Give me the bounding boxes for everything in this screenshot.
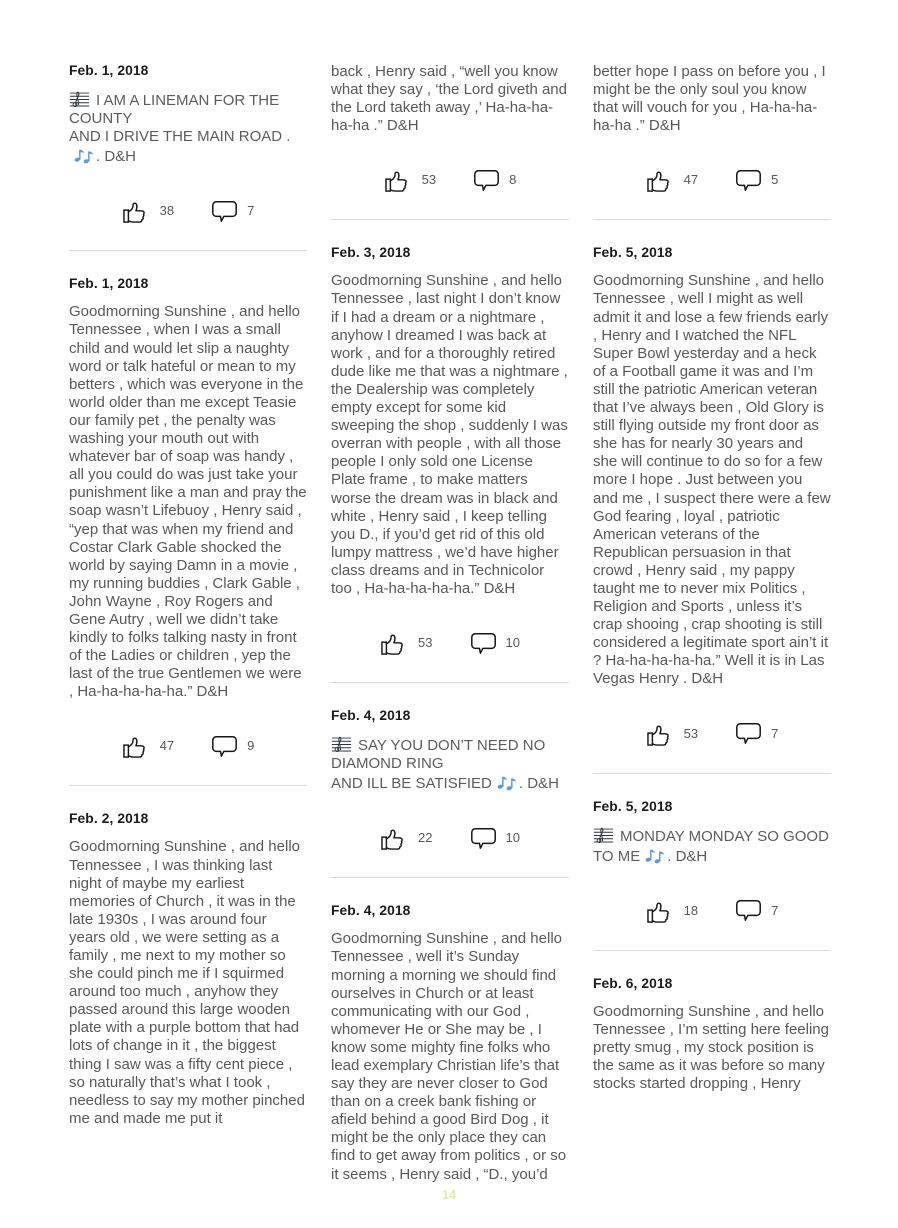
post xyxy=(593,245,831,773)
post-date: Feb. 1, 2018 xyxy=(69,63,149,78)
post-separator xyxy=(593,219,831,220)
comment-count: 7 xyxy=(771,725,779,741)
post-date: Feb. 3, 2018 xyxy=(331,245,411,261)
post xyxy=(331,708,569,878)
post xyxy=(593,799,831,951)
thumbs-up-icon xyxy=(646,897,675,924)
post xyxy=(331,245,569,683)
post-body: Goodmorning Sunshine , and hello Tennessee , I was thinking last night of maybe my earliest memories of Church , it was in the late 1930s , I was around four years old , we were setting as a family , me next to my mother so she could pinch me if I squirmed around too much , anyhow they passed around this large wooden plate with a purple bottom that had lots of change in it , the biggest thing I saw was a fifty cent piece , so naturally that’s what I took , needless to say my mother pinched me and made me put it xyxy=(69,838,305,1127)
reactions-row xyxy=(331,824,569,851)
reactions-row xyxy=(69,197,307,224)
comment-icon xyxy=(735,722,762,746)
comment-icon xyxy=(735,899,762,923)
post-date: Feb. 5, 2018 xyxy=(593,798,673,814)
reactions-row xyxy=(69,732,307,759)
lyric-tail: . D&H xyxy=(96,148,137,166)
thumbs-up-icon xyxy=(122,197,151,224)
post-separator xyxy=(331,877,569,878)
musical-score-icon xyxy=(69,90,90,108)
like-count: 18 xyxy=(683,902,699,918)
post-lyrics xyxy=(593,826,831,866)
column-1 xyxy=(69,63,307,1215)
post-date: Feb. 4, 2018 xyxy=(331,708,411,724)
reactions-row xyxy=(593,897,831,924)
reactions-row xyxy=(331,166,569,193)
thumbs-up-icon xyxy=(380,629,409,656)
post-date: Feb. 4, 2018 xyxy=(331,903,411,919)
post-body: Goodmorning Sunshine , and hello Tennessee , well it’s Sunday morning a morning we should find ourselves in Church or at least communicating with our God , whomever He or She may be , I know some mighty fine folks who lead exemplary Christian life’s that say they are never closer to God than on a creek bank fishing or afield behind a good Bird Dog , it might be the only place they can find to get away from politics , or so it seems , Henry said , “D., you’d xyxy=(331,930,567,1183)
musical-notes-icon xyxy=(496,773,517,791)
page-number: 14 xyxy=(442,1188,456,1202)
musical-notes-icon xyxy=(73,146,94,164)
like-count: 53 xyxy=(683,725,699,741)
column-3 xyxy=(593,63,831,1215)
column-2 xyxy=(331,63,569,1215)
comment-icon xyxy=(211,735,238,759)
post-date: Feb. 6, 2018 xyxy=(593,975,673,991)
post-lyrics xyxy=(331,735,569,793)
post-separator xyxy=(69,250,307,251)
thumbs-up-icon xyxy=(122,732,151,759)
thumbs-up-icon xyxy=(380,824,409,851)
post-body: Goodmorning Sunshine , and hello Tennessee , when I was a small child and would let slip a naughty word or talk hateful or mean to my betters , which was everyone in the world older than me except Teasie our family pet , the penalty was washing your mouth out with whatever bar of soap was handy , all you could do was just take your punishment like a man and pray the soap wasn’t Lifebuoy , Henry said , “yep that was when my friend and Costar Clark Gable shocked the world by saying Damn in a movie , my running buddies , Clark Gable , John Wayne , Roy Rogers and Gene Autry , well we didn’t take kindly to folks talking nasty in front of the Ladies or children , yep the last of the true Gentlemen we were , Ha-ha-ha-ha-ha.” D&H xyxy=(69,303,307,701)
post-date: Feb. 2, 2018 xyxy=(69,811,149,827)
post-continuation xyxy=(331,63,569,220)
comment-icon xyxy=(735,169,762,193)
comment-count: 8 xyxy=(509,172,517,188)
post-body: better hope I pass on before you , I might be the only soul you know that will vouch for you , Ha-ha-ha-ha-ha .” D&H xyxy=(593,63,826,135)
reactions-row xyxy=(593,720,831,747)
post xyxy=(593,976,831,1093)
post xyxy=(69,276,307,786)
musical-score-icon xyxy=(331,735,352,753)
comment-count: 10 xyxy=(505,635,520,651)
thumbs-up-icon xyxy=(646,720,675,747)
post-body: Goodmorning Sunshine , and hello Tennessee , last night I don’t know if I had a dream or a nightmare , anyhow I dreamed I was back at work , and for a thoroughly retired dude like me that was a nightmare , the Dealership was completely empty except for some kid sweeping the shop , suddenly I was overran with people , with all those people I only sold one License Plate frame , to make matters worse the dream was in black and white , Henry said , I keep telling you D., if you’d get rid of this old lumpy mattress , we’d have higher class dreams and in Technicolor too , Ha-ha-ha-ha-ha.” D&H xyxy=(331,272,568,597)
comment-icon xyxy=(470,827,497,851)
lyric-line: MONDAY MONDAY SO GOOD TO ME xyxy=(593,827,829,865)
thumbs-up-icon xyxy=(646,166,675,193)
post-body: back , Henry said , “well you know what they say , ‘the Lord giveth and the Lord taketh away ,’ Ha-ha-ha-ha-ha .” D&H xyxy=(331,63,567,135)
post-body: Goodmorning Sunshine , and hello Tennessee , I’m setting here feeling pretty smug , my stock position is the same as it was before so many stocks started dropping , Henry xyxy=(593,1002,829,1093)
post xyxy=(69,811,307,1128)
comment-count: 7 xyxy=(247,203,255,219)
like-count: 53 xyxy=(421,172,437,188)
post xyxy=(331,903,569,1183)
comment-icon xyxy=(211,200,238,224)
reactions-row xyxy=(331,629,569,656)
post-separator xyxy=(69,785,307,786)
lyric-tail: . D&H xyxy=(518,775,559,793)
like-count: 47 xyxy=(159,738,175,754)
lyric-tail: . D&H xyxy=(667,847,708,865)
post xyxy=(69,63,307,251)
comment-count: 10 xyxy=(505,830,520,846)
comment-count: 5 xyxy=(771,172,779,188)
like-count: 53 xyxy=(418,635,433,651)
musical-score-icon xyxy=(593,826,614,844)
lyric-line: I AM A LINEMAN FOR THE COUNTY xyxy=(69,92,280,128)
post-separator xyxy=(593,773,831,774)
post-separator xyxy=(593,950,831,951)
reactions-row xyxy=(593,166,831,193)
like-count: 47 xyxy=(683,172,699,188)
post-lyrics xyxy=(69,90,307,166)
post-date: Feb. 1, 2018 xyxy=(69,276,149,292)
post-separator xyxy=(331,682,569,683)
post-date: Feb. 5, 2018 xyxy=(593,245,673,261)
lyric-line: AND I DRIVE THE MAIN ROAD . xyxy=(69,128,291,146)
like-count: 38 xyxy=(159,203,175,219)
post-separator xyxy=(331,219,569,220)
lyric-line: SAY YOU DON’T NEED NO DIAMOND RING xyxy=(331,737,546,773)
comment-icon xyxy=(470,632,497,656)
musical-notes-icon xyxy=(644,846,665,864)
like-count: 22 xyxy=(418,830,433,846)
post-body: Goodmorning Sunshine , and hello Tennessee , well I might as well admit it and lose a few friends early , Henry and I watched the NFL Super Bowl yesterday and a heck of a Football game it was and I’m still the patriotic American veteran that I’ve always been , Old Glory is still flying outside my front door as she has for nearly 30 years and she will continue to do so for a few more I hope . Just between you and me , I suspect there were a few God fearing , loyal , patriotic American veterans of the Republican persuasion in that crowd , Henry said , my pappy taught me to never mix Politics , Religion and Sports , unless it’s crap shooing , crap shooting is still considered a legitimate sport ain’t it ? Ha-ha-ha-ha-ha.” Well it is in Las Vegas Henry . D&H xyxy=(593,272,831,688)
thumbs-up-icon xyxy=(384,166,413,193)
post-continuation xyxy=(593,63,831,220)
lyric-line: AND ILL BE SATISFIED xyxy=(331,775,492,793)
comment-count: 9 xyxy=(247,738,255,754)
comment-count: 7 xyxy=(771,902,779,918)
comment-icon xyxy=(473,169,500,193)
